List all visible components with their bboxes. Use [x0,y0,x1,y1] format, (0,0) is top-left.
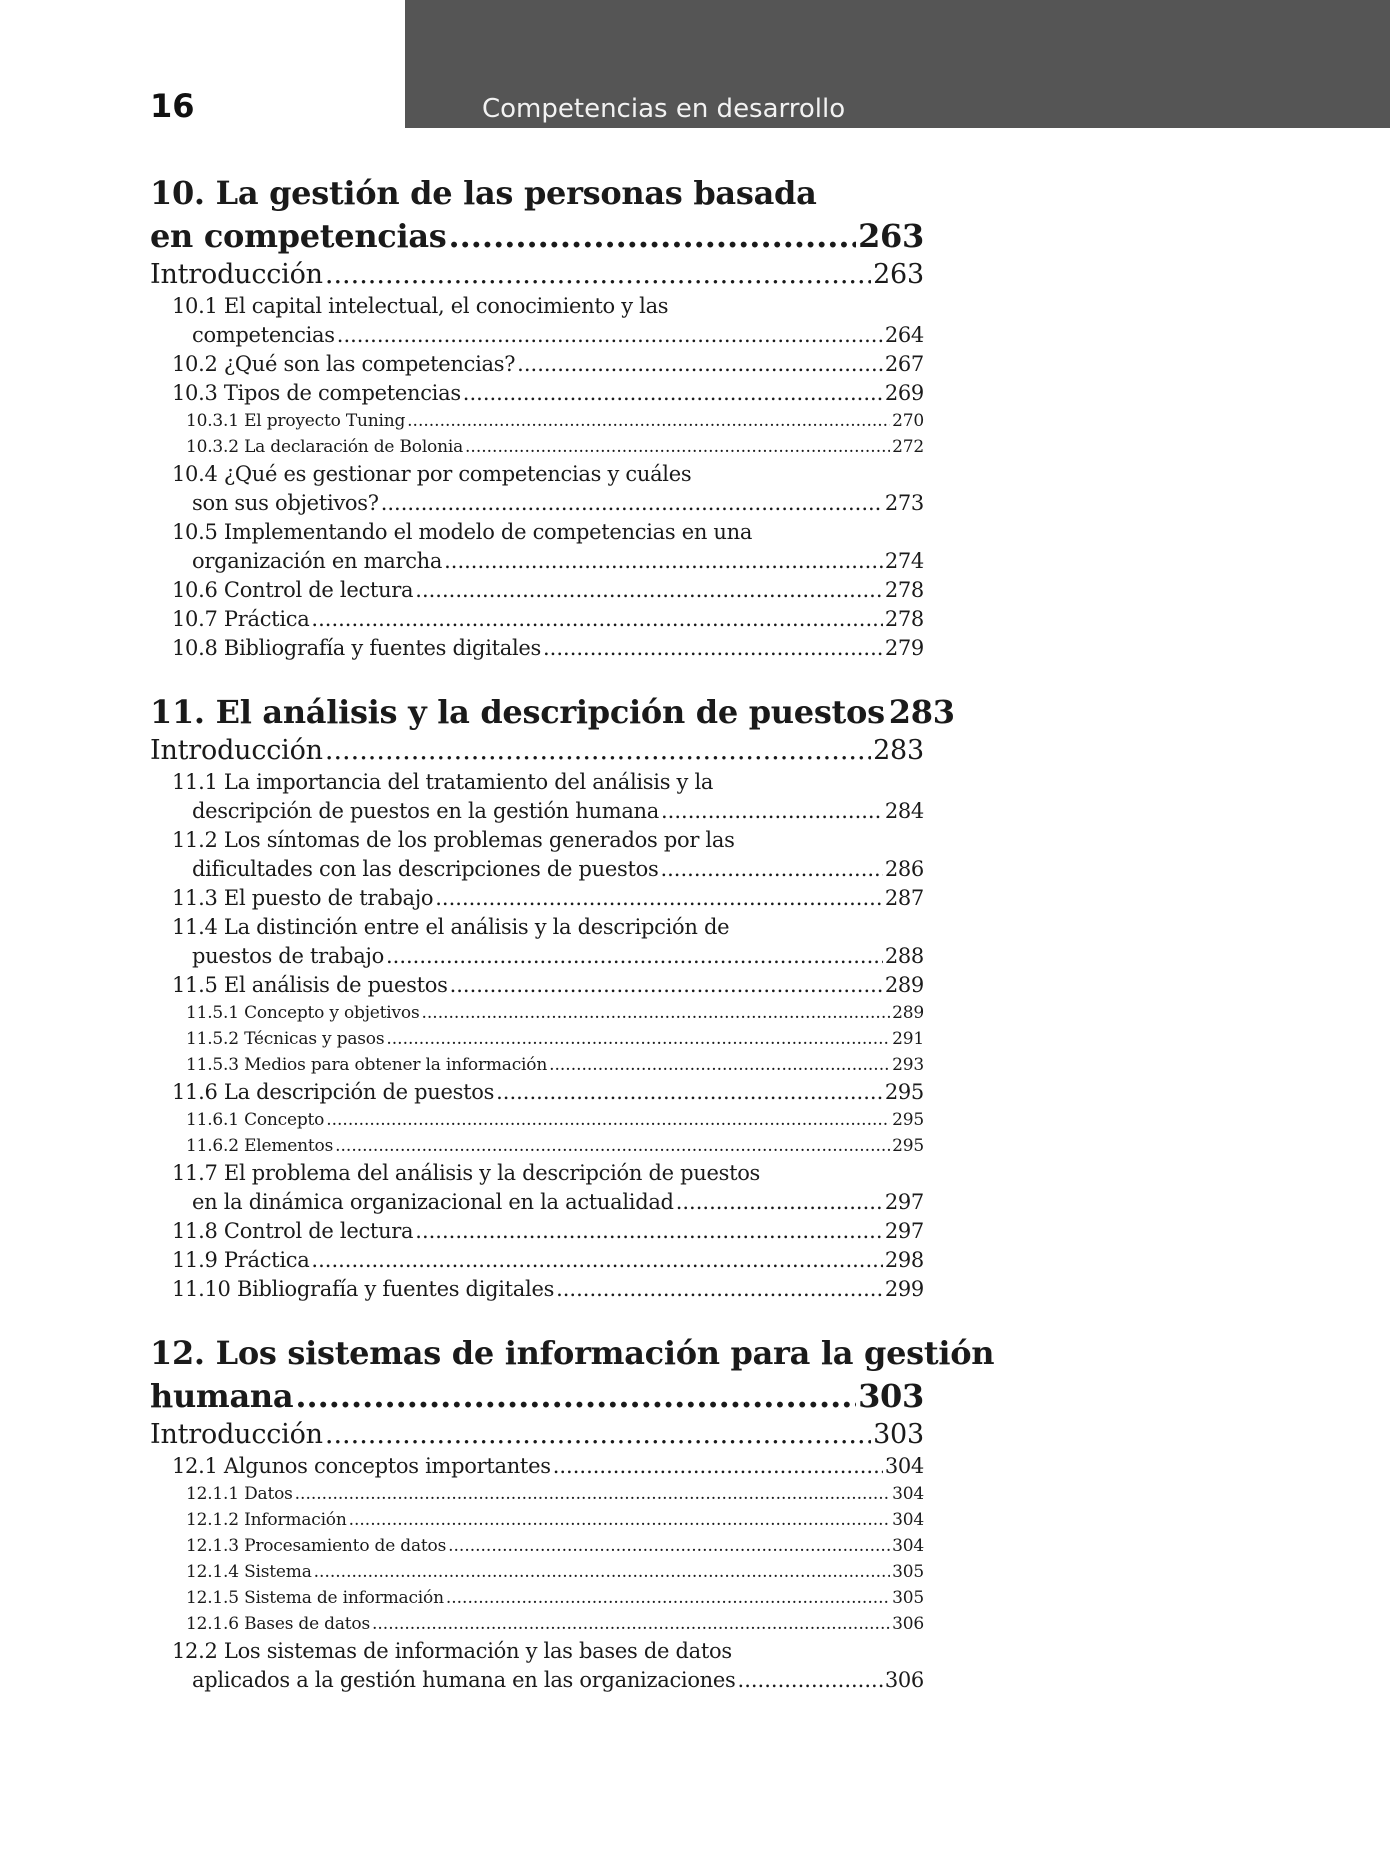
dot-leader [326,1107,890,1133]
toc-entry [150,321,924,350]
dot-leader [311,1246,882,1275]
entry-page-number: 267 [884,352,924,376]
toc-entry [150,942,924,971]
toc-entry [150,1452,924,1481]
entry-title: 12.1.4 Sistema [186,1562,312,1582]
entry-title: 11.5.1 Concepto y objetivos [186,1003,420,1023]
entry-title: 10.3.2 La declaración de Bolonia [186,437,464,457]
chapter-title-line [150,1375,924,1418]
dot-leader [381,489,883,518]
toc-entry [150,434,924,460]
toc-entry [150,1078,924,1107]
entry-page-number: 293 [892,1055,924,1075]
entry-title: 11.6 La descripción de puestos [172,1080,495,1104]
dot-leader [349,1507,891,1533]
entry-page-number: 289 [884,973,924,997]
dot-leader [444,547,883,576]
dot-leader [553,1452,883,1481]
entry-title: 11.6.1 Concepto [186,1110,325,1130]
dot-leader [422,1000,891,1026]
entry-title: 11.6.2 Elementos [186,1136,334,1156]
entry-page-number: 289 [892,1003,924,1023]
entry-page-number: 306 [892,1614,924,1634]
dot-leader [295,1481,891,1507]
dot-leader [372,1611,890,1637]
entry-title: 12.1.3 Procesamiento de datos [186,1536,447,1556]
entry-page-number: 304 [892,1510,924,1530]
introduction-entry [150,1418,924,1452]
entry-page-number: 286 [884,857,924,881]
dot-leader [407,408,890,434]
entry-title: 11.5 El análisis de puestos [172,973,448,997]
toc-entry [150,1026,924,1052]
toc-entry [150,379,924,408]
entry-title: Introducción [150,259,323,290]
dot-leader [325,258,871,292]
dot-leader [660,855,882,884]
dot-leader [556,1275,883,1304]
toc-entry [150,408,924,434]
page-number: 16 [150,87,195,125]
entry-page-number: 295 [892,1136,924,1156]
entry-title: competencias [192,323,335,347]
entry-page-number: 263 [858,217,924,255]
toc-entry [150,1481,924,1507]
toc-entry-line: 12.2 Los sistemas de información y las bases de datos [172,1639,732,1663]
entry-title: 11.3 El puesto de trabajo [172,886,434,910]
entry-title: 10.2 ¿Qué son las competencias? [172,352,516,376]
toc-entry [150,797,924,826]
dot-leader [449,215,857,258]
dot-leader [463,379,883,408]
entry-page-number: 287 [884,886,924,910]
entry-page-number: 269 [884,381,924,405]
entry-page-number: 303 [858,1377,924,1415]
entry-title: 12.1 Algunos conceptos importantes [172,1454,551,1478]
entry-title: 12.1.6 Bases de datos [186,1614,370,1634]
entry-title: en la dinámica organizacional en la actualidad [192,1190,674,1214]
entry-title: 10.3.1 El proyecto Tuning [186,411,406,431]
entry-page-number: 304 [892,1536,924,1556]
dot-leader [314,1559,891,1585]
toc-entry [150,1246,924,1275]
dot-leader [311,605,882,634]
dot-leader [543,634,883,663]
entry-title: 10.8 Bibliografía y fuentes digitales [172,636,541,660]
running-title: Competencias en desarrollo [482,94,846,124]
entry-page-number: 306 [884,1668,924,1692]
toc-entry [150,1666,924,1695]
entry-page-number: 270 [892,411,924,431]
chapter-title: 10. La gestión de las personas basada [150,174,817,212]
entry-title: aplicados a la gestión humana en las organizaciones [192,1668,736,1692]
introduction-entry [150,734,924,768]
entry-page-number: 295 [884,1080,924,1104]
entry-page-number: 298 [884,1248,924,1272]
entry-title: 11.9 Práctica [172,1248,310,1272]
toc-entry-line: 10.1 El capital intelectual, el conocimiento y las [172,294,669,318]
toc-entry [150,1133,924,1159]
toc-entry [150,1559,924,1585]
entry-page-number: 303 [873,1419,924,1450]
dot-leader [450,971,883,1000]
entry-title: 11.8 Control de lectura [172,1219,414,1243]
entry-page-number: 273 [884,491,924,515]
dot-leader [661,797,883,826]
entry-title: 11.5.2 Técnicas y pasos [186,1029,385,1049]
entry-title: 11. El análisis y la descripción de puestos [150,693,885,731]
dot-leader [517,350,883,379]
toc-entry [150,1275,924,1304]
entry-page-number: 284 [884,799,924,823]
dot-leader [738,1666,883,1695]
entry-title: Introducción [150,735,323,766]
dot-leader [435,884,883,913]
entry-page-number: 295 [892,1110,924,1130]
chapter-title-line [150,691,955,734]
dot-leader [465,434,890,460]
entry-page-number: 283 [888,693,955,731]
entry-page-number: 297 [884,1219,924,1243]
entry-title: humana [150,1377,294,1415]
entry-title: 10.7 Práctica [172,607,310,631]
toc-entry-line: 10.5 Implementando el modelo de competencias en una [172,520,753,544]
toc-entry [150,855,924,884]
entry-page-number: 278 [884,578,924,602]
entry-page-number: 291 [892,1029,924,1049]
toc-entry [150,1107,924,1133]
entry-page-number: 304 [892,1484,924,1504]
dot-leader [325,734,871,768]
dot-leader [386,942,883,971]
dot-leader [448,1533,890,1559]
entry-page-number: 272 [892,437,924,457]
chapter-section [150,1332,995,1695]
toc-entry [150,971,924,1000]
toc-entry-line: 11.2 Los síntomas de los problemas generados por las [172,828,735,852]
toc-entry [150,350,924,379]
entry-title: puestos de trabajo [192,944,384,968]
toc-entry [150,884,924,913]
toc-entry-line: 11.7 El problema del análisis y la descripción de puestos [172,1161,761,1185]
toc-entry-line: 11.4 La distinción entre el análisis y la descripción de [172,915,730,939]
entry-title: en competencias [150,217,447,255]
entry-page-number: 288 [884,944,924,968]
dot-leader [295,1375,856,1418]
entry-title: 10.3 Tipos de competencias [172,381,461,405]
entry-title: 12.1.5 Sistema de información [186,1588,444,1608]
entry-title: 12.1.1 Datos [186,1484,293,1504]
toc-entry [150,605,924,634]
entry-title: 12.1.2 Información [186,1510,347,1530]
entry-page-number: 297 [884,1190,924,1214]
dot-leader [496,1078,883,1107]
toc-entry [150,1585,924,1611]
chapter-title: 12. Los sistemas de información para la gestión [150,1334,995,1372]
toc-entry [150,1533,924,1559]
toc-entry-line: 10.4 ¿Qué es gestionar por competencias y cuáles [172,462,692,486]
entry-page-number: 305 [892,1588,924,1608]
entry-title: 10.6 Control de lectura [172,578,414,602]
entry-page-number: 278 [884,607,924,631]
chapter-title-line [150,215,924,258]
toc-entry [150,576,924,605]
toc-entry-line: 11.1 La importancia del tratamiento del análisis y la [172,770,714,794]
dot-leader [415,576,883,605]
entry-title: 11.5.3 Medios para obtener la información [186,1055,548,1075]
entry-title: Introducción [150,1419,323,1450]
entry-title: son sus objetivos? [192,491,379,515]
chapter-section [150,691,955,1304]
toc-entry [150,489,924,518]
toc-entry [150,1000,924,1026]
dot-leader [446,1585,890,1611]
entry-page-number: 264 [884,323,924,347]
toc-entry [150,547,924,576]
chapter-section [150,172,924,663]
dot-leader [415,1217,883,1246]
entry-page-number: 279 [884,636,924,660]
dot-leader [335,1133,890,1159]
entry-title: 11.10 Bibliografía y fuentes digitales [172,1277,555,1301]
entry-title: dificultades con las descripciones de puestos [192,857,659,881]
toc-entry [150,634,924,663]
entry-page-number: 304 [884,1454,924,1478]
toc-entry [150,1611,924,1637]
toc-entry [150,1217,924,1246]
entry-page-number: 299 [884,1277,924,1301]
dot-leader [386,1026,890,1052]
toc-entry [150,1052,924,1078]
toc-entry [150,1188,924,1217]
entry-page-number: 263 [873,259,924,290]
table-of-contents [150,172,995,1723]
dot-leader [676,1188,883,1217]
dot-leader [337,321,883,350]
entry-page-number: 283 [873,735,924,766]
entry-page-number: 305 [892,1562,924,1582]
dot-leader [325,1418,871,1452]
entry-title: organización en marcha [192,549,443,573]
toc-entry [150,1507,924,1533]
dot-leader [549,1052,890,1078]
entry-page-number: 274 [884,549,924,573]
entry-title: descripción de puestos en la gestión humana [192,799,659,823]
introduction-entry [150,258,924,292]
